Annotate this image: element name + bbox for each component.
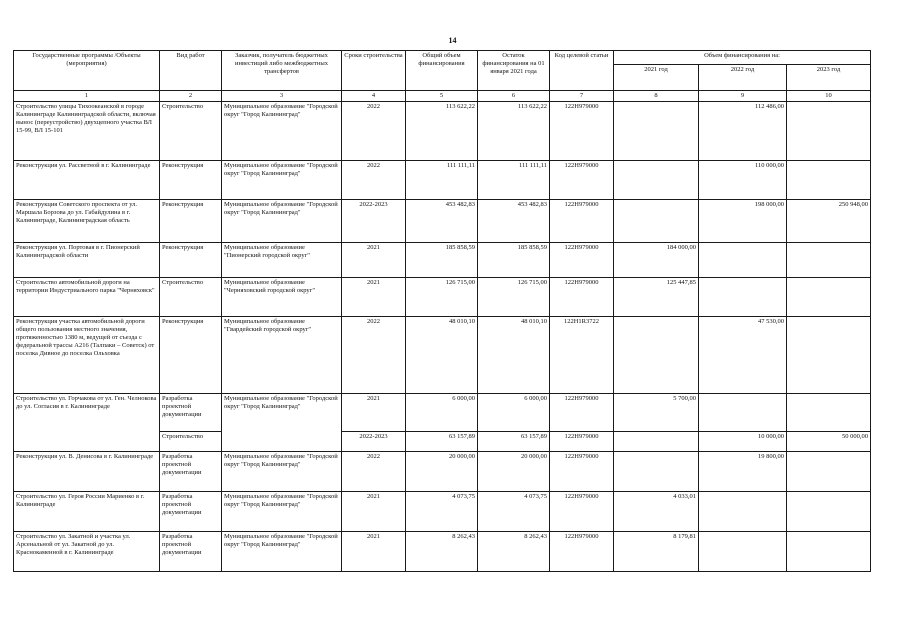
column-index: 5 — [406, 91, 478, 102]
amount-2022: 112 486,00 — [699, 102, 787, 161]
column-index: 2 — [160, 91, 222, 102]
total: 20 000,00 — [406, 452, 478, 492]
header-remainder: Остаток финансирования на 01 января 2021 года — [478, 51, 550, 91]
work-type: Реконструкция — [160, 317, 222, 394]
amount-2022 — [699, 278, 787, 317]
remainder: 48 010,10 — [478, 317, 550, 394]
object-name: Строительство ул. Горчакова от ул. Ген. Челнокова до ул. Согласия в г. Калининграде — [14, 394, 160, 452]
table-row — [14, 200, 871, 243]
total: 6 000,00 — [406, 394, 478, 432]
remainder: 453 482,83 — [478, 200, 550, 243]
header-customer: Заказчик, получатель бюджетных инвестиций либо межбюджетных трансфертов — [222, 51, 342, 91]
period: 2021 — [342, 394, 406, 432]
object-name: Строительство ул. Закатной и участка ул. Арсенальной от ул. Закатной до ул. Краснокаменной в г. Калининграде — [14, 532, 160, 572]
amount-2021 — [614, 200, 699, 243]
remainder: 6 000,00 — [478, 394, 550, 432]
table-row — [14, 161, 871, 200]
amount-2023 — [787, 278, 871, 317]
object-name: Реконструкция Советского проспекта от ул. Маршала Борзова до ул. Габайдулина в г. Калининграде, Калининградская область — [14, 200, 160, 243]
target-code: 122H979000 — [550, 432, 614, 452]
period: 2022-2023 — [342, 200, 406, 243]
amount-2023: 50 000,00 — [787, 432, 871, 452]
amount-2021 — [614, 317, 699, 394]
amount-2022: 19 800,00 — [699, 452, 787, 492]
customer: Муниципальное образование "Гвардейский городской округ" — [222, 317, 342, 394]
period: 2022 — [342, 161, 406, 200]
target-code: 122H979000 — [550, 102, 614, 161]
customer: Муниципальное образование "Городской округ "Город Калининград" — [222, 532, 342, 572]
target-code: 122H979000 — [550, 452, 614, 492]
amount-2023 — [787, 492, 871, 532]
amount-2023 — [787, 102, 871, 161]
column-index: 4 — [342, 91, 406, 102]
table-row — [14, 452, 871, 492]
period: 2021 — [342, 532, 406, 572]
amount-2022: 198 000,00 — [699, 200, 787, 243]
target-code: 122H979000 — [550, 278, 614, 317]
header-period: Сроки строительства — [342, 51, 406, 91]
table-row — [14, 492, 871, 532]
work-type: Строительство — [160, 278, 222, 317]
object-name: Реконструкция ул. В. Денисова в г. Калининграде — [14, 452, 160, 492]
customer: Муниципальное образование "Черняховский городской округ" — [222, 278, 342, 317]
total: 113 622,22 — [406, 102, 478, 161]
financing-table — [13, 50, 871, 572]
customer: Муниципальное образование "Городской округ "Город Калининград" — [222, 394, 342, 452]
object-name: Реконструкция участка автомобильной дороги общего пользования местного значения, протяженностью 1380 м, ведущей от съезда с федеральной трассы А216 (Талпаки – Советск) от поселка Дивное до поселка Ольховка — [14, 317, 160, 394]
customer: Муниципальное образование "Городской округ "Город Калининград" — [222, 492, 342, 532]
header-2021: 2021 год — [614, 65, 699, 91]
header-volume: Объем финансирования на: — [614, 51, 871, 65]
amount-2023: 250 948,00 — [787, 200, 871, 243]
column-index: 3 — [222, 91, 342, 102]
column-index: 7 — [550, 91, 614, 102]
amount-2022 — [699, 492, 787, 532]
amount-2022 — [699, 532, 787, 572]
table-row — [14, 394, 871, 432]
target-code: 122H979000 — [550, 200, 614, 243]
remainder: 113 622,22 — [478, 102, 550, 161]
amount-2023 — [787, 161, 871, 200]
remainder: 8 262,43 — [478, 532, 550, 572]
amount-2023 — [787, 452, 871, 492]
remainder: 63 157,89 — [478, 432, 550, 452]
amount-2023 — [787, 317, 871, 394]
amount-2021 — [614, 102, 699, 161]
work-type: Разработка проектной документации — [160, 394, 222, 432]
target-code: 122H979000 — [550, 492, 614, 532]
amount-2022 — [699, 243, 787, 278]
header-program: Государственные программы /Объекты (мероприятия) — [14, 51, 160, 91]
total: 4 073,75 — [406, 492, 478, 532]
total: 8 262,43 — [406, 532, 478, 572]
work-type: Разработка проектной документации — [160, 492, 222, 532]
period: 2021 — [342, 243, 406, 278]
customer: Муниципальное образование "Городской округ "Город Калининград" — [222, 161, 342, 200]
table-row — [14, 102, 871, 161]
period: 2021 — [342, 278, 406, 317]
amount-2021: 5 700,00 — [614, 394, 699, 432]
header-code: Код целевой статьи — [550, 51, 614, 91]
object-name: Строительство автомобильной дороги на территории Индустриального парка "Черняховск" — [14, 278, 160, 317]
amount-2022: 47 530,00 — [699, 317, 787, 394]
amount-2022 — [699, 394, 787, 432]
header-2022: 2022 год — [699, 65, 787, 91]
header-total: Общий объем финансирования — [406, 51, 478, 91]
column-index: 10 — [787, 91, 871, 102]
total: 111 111,11 — [406, 161, 478, 200]
amount-2021 — [614, 432, 699, 452]
amount-2021 — [614, 161, 699, 200]
work-type: Реконструкция — [160, 161, 222, 200]
page-number: 14 — [448, 36, 457, 45]
amount-2021: 4 033,01 — [614, 492, 699, 532]
work-type: Строительство — [160, 102, 222, 161]
amount-2023 — [787, 394, 871, 432]
target-code: 122H979000 — [550, 532, 614, 572]
table-row — [14, 317, 871, 394]
amount-2022: 110 000,00 — [699, 161, 787, 200]
work-type: Разработка проектной документации — [160, 532, 222, 572]
header-work-type: Вид работ — [160, 51, 222, 91]
remainder: 111 111,11 — [478, 161, 550, 200]
amount-2022: 10 000,00 — [699, 432, 787, 452]
period: 2022-2023 — [342, 432, 406, 452]
column-index: 9 — [699, 91, 787, 102]
remainder: 185 858,59 — [478, 243, 550, 278]
table-row — [14, 532, 871, 572]
remainder: 4 073,75 — [478, 492, 550, 532]
amount-2023 — [787, 243, 871, 278]
period: 2022 — [342, 452, 406, 492]
amount-2021 — [614, 452, 699, 492]
target-code: 122H1R3722 — [550, 317, 614, 394]
work-type: Разработка проектной документации — [160, 452, 222, 492]
customer: Муниципальное образование "Городской округ "Город Калининград" — [222, 102, 342, 161]
column-index: 8 — [614, 91, 699, 102]
amount-2021: 125 447,85 — [614, 278, 699, 317]
header-2023: 2023 год — [787, 65, 871, 91]
table-row — [14, 243, 871, 278]
target-code: 122H979000 — [550, 161, 614, 200]
total: 63 157,89 — [406, 432, 478, 452]
customer: Муниципальное образование "Пионерский городской округ" — [222, 243, 342, 278]
amount-2021: 8 179,81 — [614, 532, 699, 572]
column-index: 1 — [14, 91, 160, 102]
object-name: Реконструкция ул. Портовая в г. Пионерский Калининградской области — [14, 243, 160, 278]
period: 2021 — [342, 492, 406, 532]
column-index-row — [14, 91, 871, 102]
work-type: Реконструкция — [160, 243, 222, 278]
total: 185 858,59 — [406, 243, 478, 278]
period: 2022 — [342, 317, 406, 394]
work-type: Строительство — [160, 432, 222, 452]
total: 453 482,83 — [406, 200, 478, 243]
period: 2022 — [342, 102, 406, 161]
amount-2023 — [787, 532, 871, 572]
total: 126 715,00 — [406, 278, 478, 317]
amount-2021: 184 000,00 — [614, 243, 699, 278]
total: 48 010,10 — [406, 317, 478, 394]
target-code: 122H979000 — [550, 394, 614, 432]
table-row — [14, 278, 871, 317]
work-type: Реконструкция — [160, 200, 222, 243]
remainder: 20 000,00 — [478, 452, 550, 492]
object-name: Строительство ул. Героя России Мариенко в г. Калининграде — [14, 492, 160, 532]
remainder: 126 715,00 — [478, 278, 550, 317]
target-code: 122H979000 — [550, 243, 614, 278]
object-name: Реконструкция ул. Рассветной в г. Калининграде — [14, 161, 160, 200]
customer: Муниципальное образование "Городской округ "Город Калининград" — [222, 200, 342, 243]
column-index: 6 — [478, 91, 550, 102]
customer: Муниципальное образование "Городской округ "Город Калининград" — [222, 452, 342, 492]
object-name: Строительство улицы Тихоокеанской в городе Калининграде Калининградской области, включая вынос (переустройство) двухцепного участка ВЛ 15-99, ВЛ 15-101 — [14, 102, 160, 161]
